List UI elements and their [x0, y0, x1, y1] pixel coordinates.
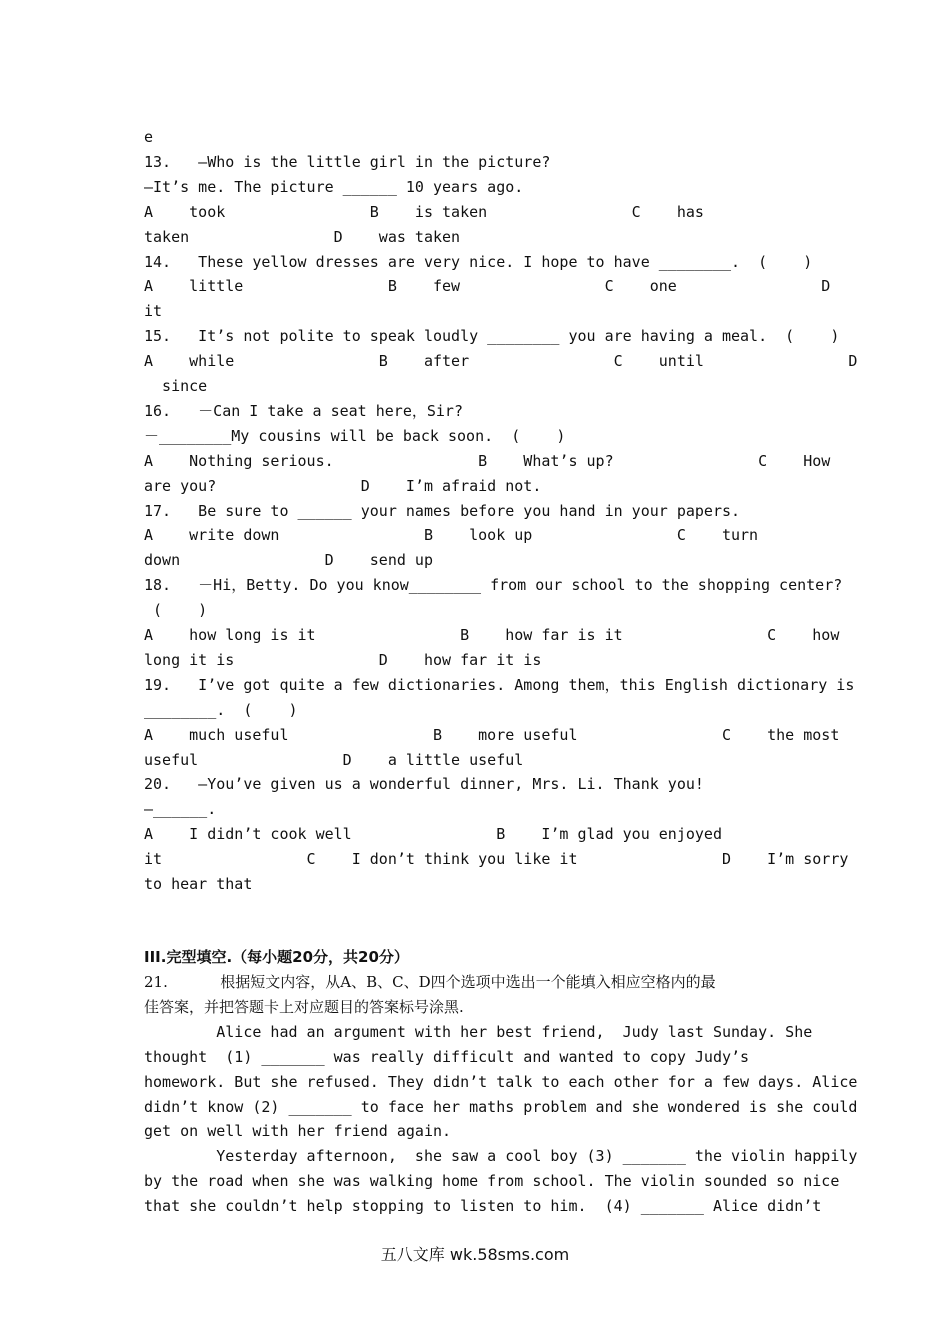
- passage-line: thought (1) _______ was really difficult and wanted to copy Judy’s: [144, 1047, 750, 1066]
- text-line: down D send up: [144, 551, 433, 570]
- passage-line: by the road when she was walking home from school. The violin sounded so nice: [144, 1172, 840, 1191]
- footer: 五八文库 wk.58sms.com: [380, 1245, 570, 1264]
- text-line: are you? D I’m afraid not.: [144, 476, 542, 495]
- text-line: A write down B look up C turn: [144, 526, 759, 545]
- text-line: A I didn’t cook well B I’m glad you enjoyed: [144, 825, 722, 844]
- text-line: A how long is it B how far is it C how: [144, 626, 840, 644]
- passage-line: homework. But she refused. They didn’t talk to each other for a few days. Alice: [144, 1072, 858, 1091]
- text-line: A took B is taken C has: [144, 202, 704, 221]
- text-line: A while B after C until D: [144, 352, 858, 371]
- text-line: useful D a little useful: [144, 750, 524, 769]
- passage-line: Yesterday afternoon, she saw a cool boy (3) _______ the violin happily: [144, 1147, 858, 1166]
- passage-line: that she couldn’t help stopping to listen to him. (4) _______ Alice didn’t: [144, 1197, 822, 1216]
- passage-line: get on well with her friend again.: [144, 1122, 452, 1141]
- passage-line: Alice had an argument with her best friend, Judy last Sunday. She: [144, 1022, 813, 1041]
- text-line: it C I don’t think you like it D I’m sorry: [144, 850, 849, 869]
- text-line: 14. These yellow dresses are very nice. I hope to have ________. ( ): [144, 252, 813, 271]
- text-line: to hear that: [144, 875, 253, 893]
- text-line: —It’s me. The picture ______ 10 years ago.: [144, 177, 524, 196]
- text-line: A much useful B more useful C the most: [144, 725, 840, 744]
- text-line: 17. Be sure to ______ your names before you hand in your papers.: [144, 501, 741, 520]
- text-line: 19. I’ve got quite a few dictionaries. Among them，this English dictionary is: [144, 675, 855, 694]
- text-line: ________. ( ): [144, 700, 298, 719]
- text-line: since: [144, 377, 208, 395]
- section-title: III.完型填空.（每小题20分，共20分）: [144, 948, 409, 966]
- text-line: A Nothing serious. B What’s up? C How: [144, 451, 831, 470]
- text-line: 20. —You’ve given us a wonderful dinner, Mrs. Li. Thank you!: [144, 775, 704, 794]
- text-line: —______.: [144, 800, 217, 819]
- text-line: long it is D how far it is: [144, 650, 542, 669]
- text-line: 18. －Hi，Betty. Do you know________ from our school to the shopping center?: [144, 576, 843, 595]
- text-line: it: [144, 302, 163, 321]
- passage-line: didn’t know (2) _______ to face her maths problem and she wondered is she could: [144, 1097, 858, 1116]
- passage-line: 佳答案，并把答题卡上对应题目的答案标号涂黑.: [144, 997, 464, 1016]
- text-line: 16. －Can I take a seat here，Sir?: [144, 401, 463, 420]
- text-line: A little B few C one D: [144, 277, 831, 296]
- text-line: e: [144, 128, 154, 146]
- text-line: taken D was taken: [144, 227, 461, 246]
- text-line: ( ): [144, 601, 208, 620]
- text-line: 15. It’s not polite to speak loudly ________ you are having a meal. ( ): [144, 327, 840, 346]
- passage-line: 21. 根据短文内容，从A、B、C、D四个选项中选出一个能填入相应空格内的最: [144, 973, 716, 991]
- text-line: －________My cousins will be back soon. ( ): [144, 426, 566, 445]
- text-line: 13. —Who is the little girl in the picture?: [144, 152, 551, 171]
